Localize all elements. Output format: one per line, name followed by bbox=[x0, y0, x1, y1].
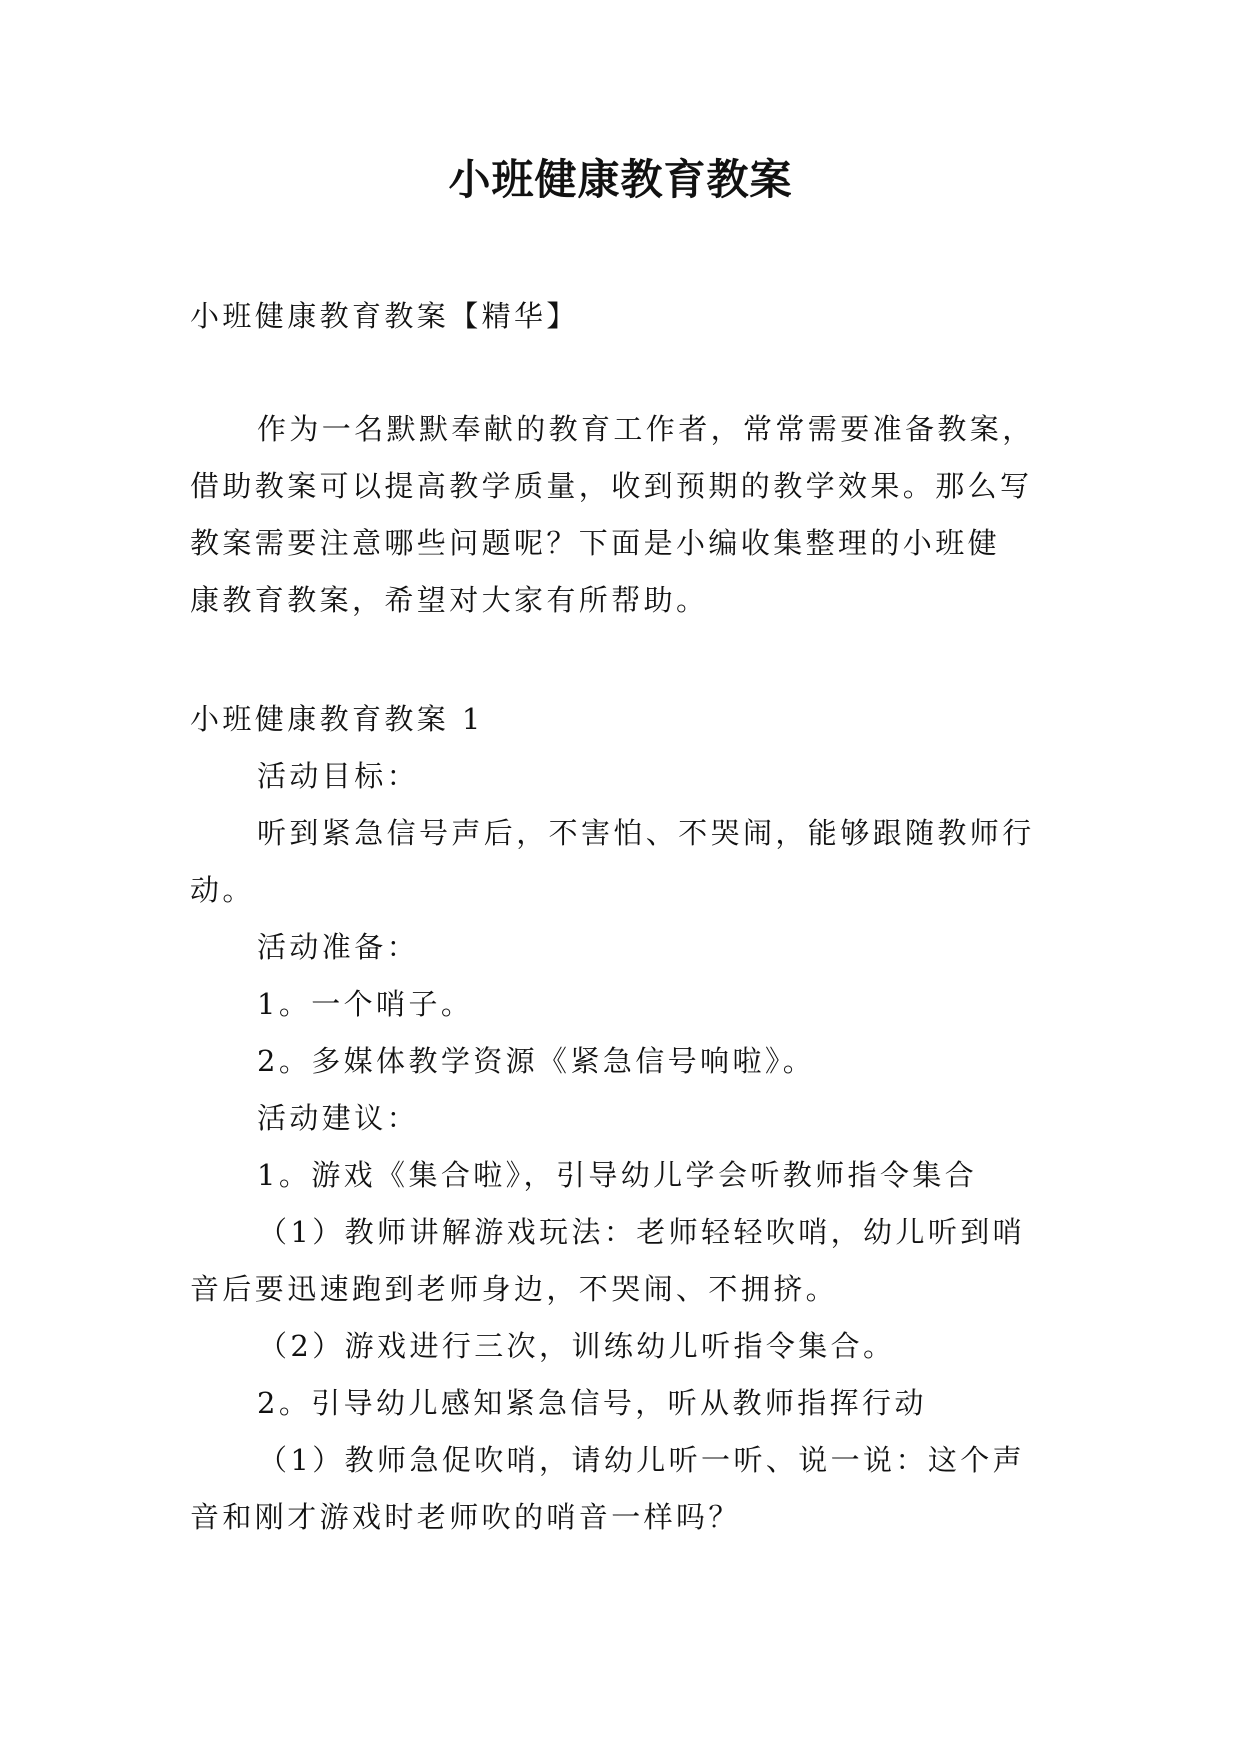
activity-goal-text-cont: 动。 bbox=[190, 873, 255, 907]
activity-prep-label: 活动准备： bbox=[257, 930, 420, 964]
suggest-item-2-sub-1: （1）教师急促吹哨，请幼儿听一听、说一说：这个声 bbox=[258, 1443, 1026, 1477]
document-subtitle: 小班健康教育教案【精华】 bbox=[190, 299, 579, 333]
intro-line-2: 借助教案可以提高教学质量，收到预期的教学效果。那么写 bbox=[190, 469, 1033, 503]
activity-goal-label: 活动目标： bbox=[257, 759, 420, 793]
activity-suggest-label: 活动建议： bbox=[257, 1101, 420, 1135]
suggest-item-2-sub-1-cont: 音和刚才游戏时老师吹的哨音一样吗？ bbox=[190, 1500, 741, 1534]
intro-line-4: 康教育教案，希望对大家有所帮助。 bbox=[190, 583, 709, 617]
suggest-item-1-sub-2: （2）游戏进行三次，训练幼儿听指令集合。 bbox=[258, 1329, 896, 1363]
intro-line-3: 教案需要注意哪些问题呢？下面是小编收集整理的小班健 bbox=[190, 526, 1001, 560]
prep-item-1: 1。一个哨子。 bbox=[257, 987, 474, 1021]
activity-goal-text: 听到紧急信号声后，不害怕、不哭闹，能够跟随教师行 bbox=[257, 816, 1035, 850]
document-title: 小班健康教育教案 bbox=[448, 155, 793, 204]
suggest-item-1: 1。游戏《集合啦》，引导幼儿学会听教师指令集合 bbox=[257, 1158, 978, 1192]
suggest-item-1-sub-1-cont: 音后要迅速跑到老师身边，不哭闹、不拥挤。 bbox=[190, 1272, 839, 1306]
prep-item-2: 2。多媒体教学资源《紧急信号响啦》。 bbox=[257, 1044, 816, 1078]
intro-line-1: 作为一名默默奉献的教育工作者，常常需要准备教案， bbox=[257, 412, 1035, 446]
section-heading: 小班健康教育教案 1 bbox=[190, 702, 484, 736]
suggest-item-1-sub-1: （1）教师讲解游戏玩法：老师轻轻吹哨，幼儿听到哨 bbox=[258, 1215, 1026, 1249]
suggest-item-2: 2。引导幼儿感知紧急信号，听从教师指挥行动 bbox=[257, 1386, 927, 1420]
